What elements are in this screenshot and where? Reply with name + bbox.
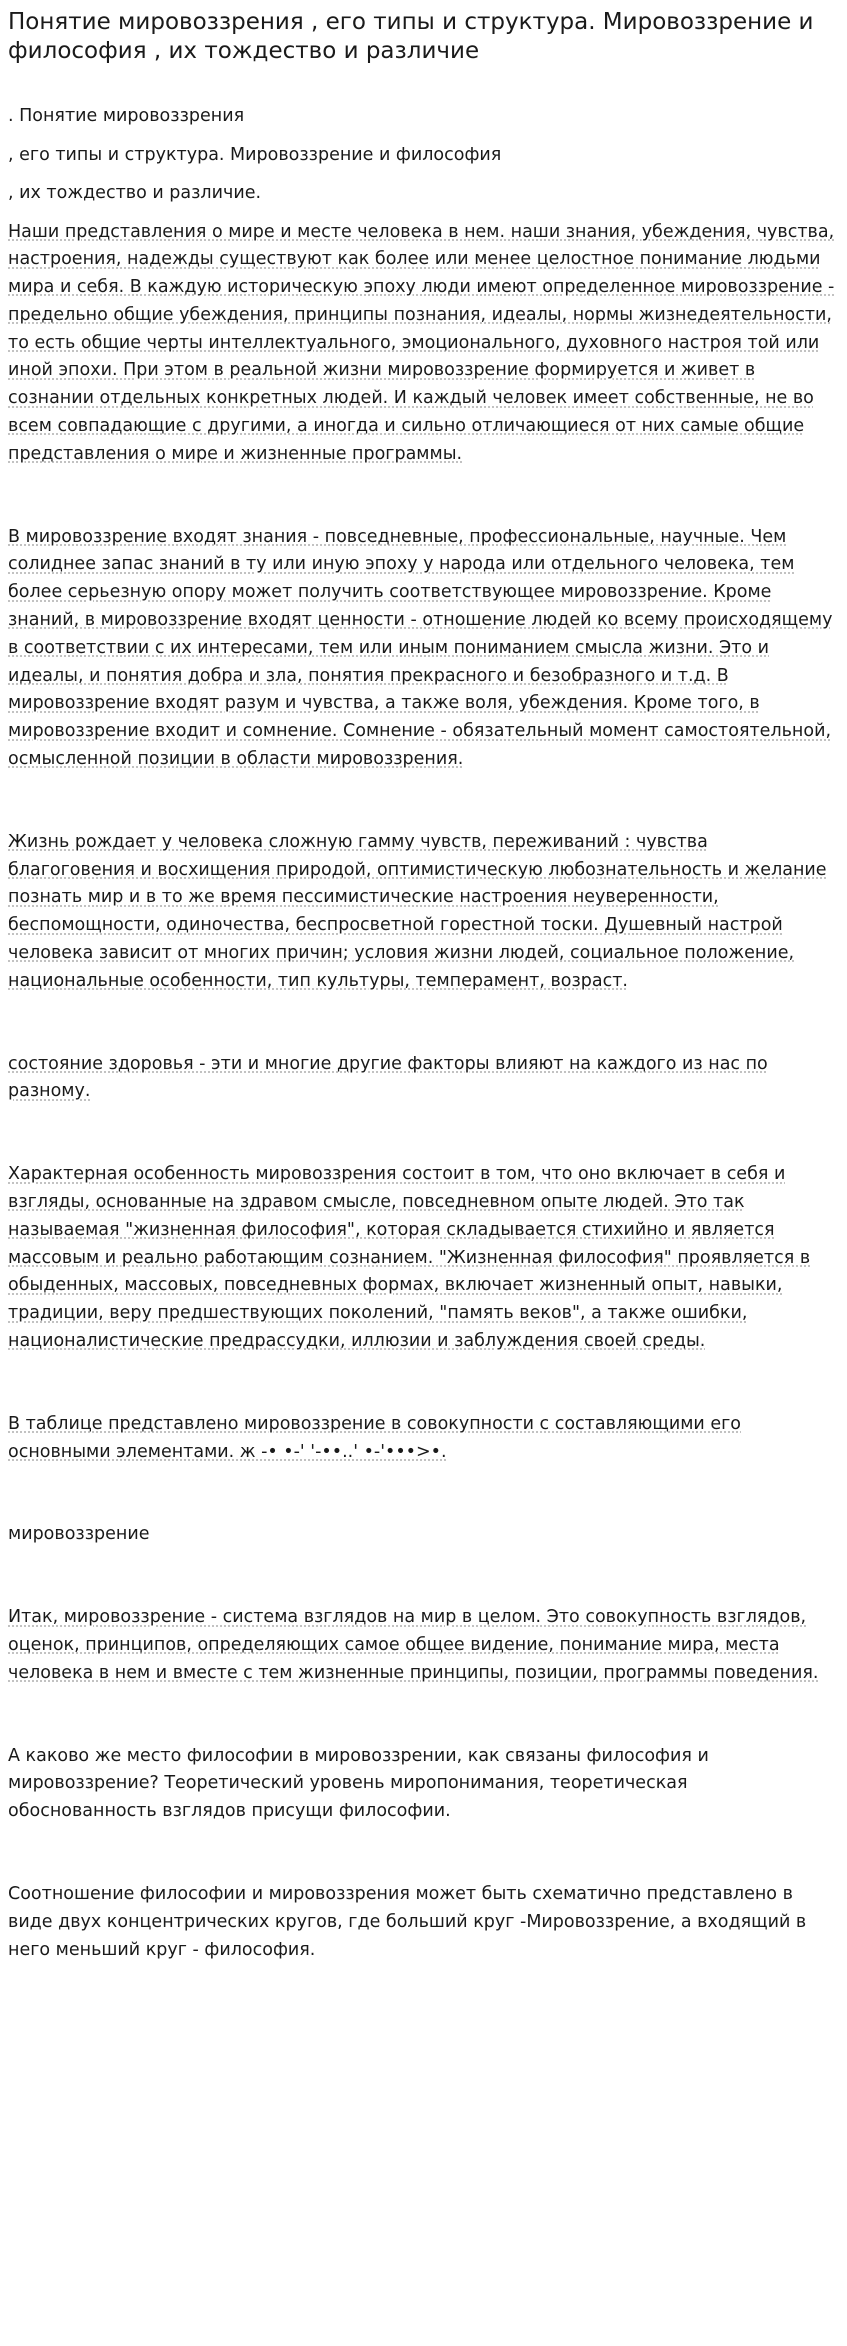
article-title: Понятие мировоззрения , его типы и структура. Мировоззрение и философия , их тождество и различие [8,9,814,64]
article [8,8,839,2019]
paragraph-life-philosophy[interactable]: Характерная особенность мировоззрения состоит в том, что оно включает в себя и взгляды, основанные на здравом смысле, повседневном опыте людей. Это так называемая "жизненная философия", которая складывается стихийно и является массовым и реально работающим сознанием. "Жизненная философия" проявляется в обыденных, массовых, повседневных формах, включает жизненный опыт, навыки, традиции, веру предшествующих поколений, "память веков", а также ошибки, националистические предрассудки, иллюзии и заблуждения своей среды. [8,1164,811,1351]
subtitle-line: , их тождество и различие. [8,183,262,203]
paragraph-health[interactable]: состояние здоровья - эти и многие другие факторы влияют на каждого из нас по разному. [8,1053,768,1102]
paragraph-worldview-label: мировоззрение [8,1524,150,1545]
paragraph-table-note[interactable]: В таблице представлено мировоззрение в совокупности с составляющими его основными элементами. ж -• •-' '-••..' •-'•••>•. [8,1413,742,1462]
paragraph-worldview-knowledge[interactable]: В мировоззрение входят знания - повседневные, профессиональные, научные. Чем солиднее запас знаний в ту или иную эпоху у народа или отдельного человека, тем более серьезную опору может получить соответствующее мировоззрение. Кроме знаний, в мировоззрение входят ценности - отношение людей ко всему происходящему в соответствии с их интересами, тем или иным пониманием смысла жизни. Это и идеалы, и понятия добра и зла, понятия прекрасного и безобразного и т.д. В мировоззрение входят разум и чувства, а также воля, убеждения. Кроме того, в мировоззрение входит и сомнение. Сомнение - обязательный момент самостоятельной, осмысленной позиции в области мировоззрения. [8,526,833,770]
paragraph-philosophy-place: А каково же место философии в мировоззрении, как связаны философия и мировоззрение? Теоретический уровень миропонимания, теоретическая обоснованность взглядов присущи философии. [8,1745,709,1822]
subtitle-line: , его типы и структура. Мировоззрение и философия [8,144,502,165]
paragraph-summary[interactable]: Итак, мировоззрение - система взглядов на мир в целом. Это совокупность взглядов, оценок, принципов, определяющих самое общее видение, понимание мира, места человека в нем и вместе с тем жизненные принципы, позиции, программы поведения. [8,1607,819,1683]
paragraph-circles: Соотношение философии и мировоззрения может быть схематично представлено в виде двух концентрических кругов, где больший круг -Мировоззрение, а входящий в него меньший круг - философия. [8,1883,807,1960]
paragraph-feelings[interactable]: Жизнь рождает у человека сложную гамму чувств, переживаний : чувства благоговения и восхищения природой, оптимистическую любознательность и желание познать мир и в то же время пессимистические настроения неуверенности, беспомощности, одиночества, беспросветной горестной тоски. Душевный настрой человека зависит от многих причин; условия жизни людей, социальное положение, национальные особенности, тип культуры, темперамент, возраст. [8,831,827,991]
paragraph-worldview-intro[interactable]: Наши представления о мире и месте человека в нем. наши знания, убеждения, чувства, настроения, надежды существуют как более или менее целостное понимание людьми мира и себя. В каждую историческую эпоху люди имеют определенное мировоззрение - предельно общие убеждения, принципы познания, идеалы, нормы жизнедеятельности, то есть общие черты интеллектуального, эмоционального, духовного настроя той или иной эпохи. При этом в реальной жизни мировоззрение формируется и живет в сознании отдельных конкретных людей. И каждый человек имеет собственные, не во всем совпадающие с другими, а иногда и сильно отличающиеся от них самые общие представления о мире и жизненные программы. [8,221,835,464]
subtitle-line: . Понятие мировоззрения [8,106,245,126]
